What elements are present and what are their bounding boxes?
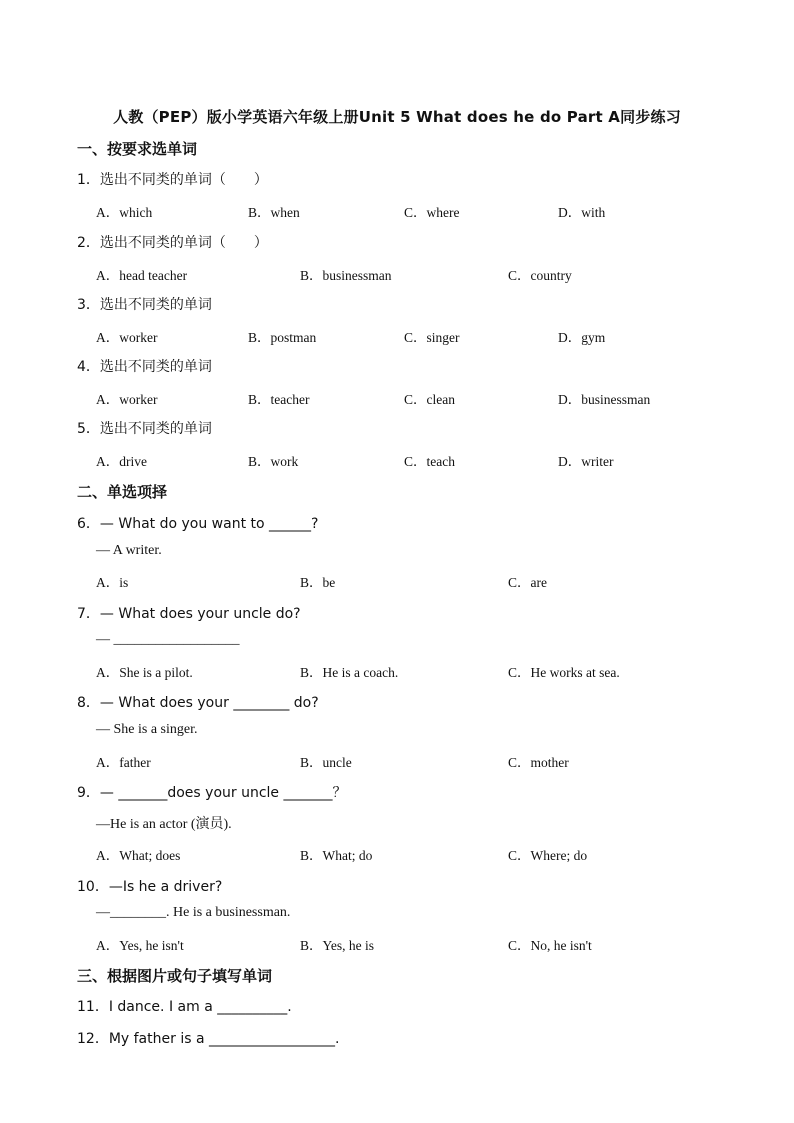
q9-option-c[interactable]: C．Where; do <box>508 848 588 863</box>
q8-option-c[interactable]: C．mother <box>508 755 569 770</box>
q4-option-b[interactable]: B．teacher <box>248 392 310 407</box>
q6-option-a[interactable]: A．is <box>96 575 129 590</box>
q5-option-c[interactable]: C．teach <box>404 454 455 469</box>
q9-option-b[interactable]: B．What; do <box>300 848 373 863</box>
q10-option-a[interactable]: A．Yes, he isn't <box>96 938 184 953</box>
question-9: 9．— _______does your uncle _______？ <box>77 785 347 801</box>
q9-sub: —He is an actor (演员). <box>96 817 232 832</box>
q8-sub: — She is a singer. <box>96 722 198 737</box>
question-2: 2．选出不同类的单词（ ） <box>77 235 268 251</box>
question-12: 12．My father is a __________________. <box>77 1031 340 1047</box>
q5-option-d[interactable]: D．writer <box>558 454 614 469</box>
q7-sub: — __________________ <box>96 632 240 647</box>
question-6: 6．— What do you want to ______? <box>77 516 319 532</box>
q6-option-b[interactable]: B．be <box>300 575 336 590</box>
question-5: 5．选出不同类的单词 <box>77 421 212 437</box>
q7-option-c[interactable]: C．He works at sea. <box>508 665 620 680</box>
q2-option-c[interactable]: C．country <box>508 268 572 283</box>
q2-option-a[interactable]: A．head teacher <box>96 268 188 283</box>
q6-sub: — A writer. <box>96 543 162 558</box>
q3-option-a[interactable]: A．worker <box>96 330 158 345</box>
section-heading-1: 一、按要求选单词 <box>77 140 198 158</box>
q2-option-b[interactable]: B．businessman <box>300 268 392 283</box>
q3-option-c[interactable]: C．singer <box>404 330 460 345</box>
question-10: 10．—Is he a driver? <box>77 879 223 895</box>
q5-option-a[interactable]: A．drive <box>96 454 147 469</box>
q10-sub: —________. He is a businessman. <box>96 905 291 920</box>
q9-option-a[interactable]: A．What; does <box>96 848 181 863</box>
section-heading-3: 三、根据图片或句子填写单词 <box>77 967 273 985</box>
question-8: 8．— What does your ________ do? <box>77 695 319 711</box>
q3-option-d[interactable]: D．gym <box>558 330 606 345</box>
q1-option-a[interactable]: A．which <box>96 205 153 220</box>
question-7: 7．— What does your uncle do? <box>77 606 301 622</box>
q7-option-a[interactable]: A．She is a pilot. <box>96 665 193 680</box>
question-11: 11．I dance. I am a __________. <box>77 999 292 1015</box>
q1-option-d[interactable]: D．with <box>558 205 606 220</box>
q1-option-c[interactable]: C．where <box>404 205 460 220</box>
q4-option-d[interactable]: D．businessman <box>558 392 651 407</box>
q7-option-b[interactable]: B．He is a coach. <box>300 665 399 680</box>
q6-option-c[interactable]: C．are <box>508 575 547 590</box>
q4-option-c[interactable]: C．clean <box>404 392 455 407</box>
q10-option-c[interactable]: C．No, he isn't <box>508 938 592 953</box>
q3-option-b[interactable]: B．postman <box>248 330 317 345</box>
q8-option-b[interactable]: B．uncle <box>300 755 352 770</box>
q4-option-a[interactable]: A．worker <box>96 392 158 407</box>
question-4: 4．选出不同类的单词 <box>77 359 212 375</box>
q1-option-b[interactable]: B．when <box>248 205 300 220</box>
q5-option-b[interactable]: B．work <box>248 454 299 469</box>
question-1: 1．选出不同类的单词（ ） <box>77 172 268 188</box>
section-heading-2: 二、单选项择 <box>77 483 168 501</box>
page-title: 人教（PEP）版小学英语六年级上册Unit 5 What does he do Part A同步练习 <box>113 108 681 126</box>
q10-option-b[interactable]: B．Yes, he is <box>300 938 375 953</box>
q8-option-a[interactable]: A．father <box>96 755 151 770</box>
question-3: 3．选出不同类的单词 <box>77 297 212 313</box>
